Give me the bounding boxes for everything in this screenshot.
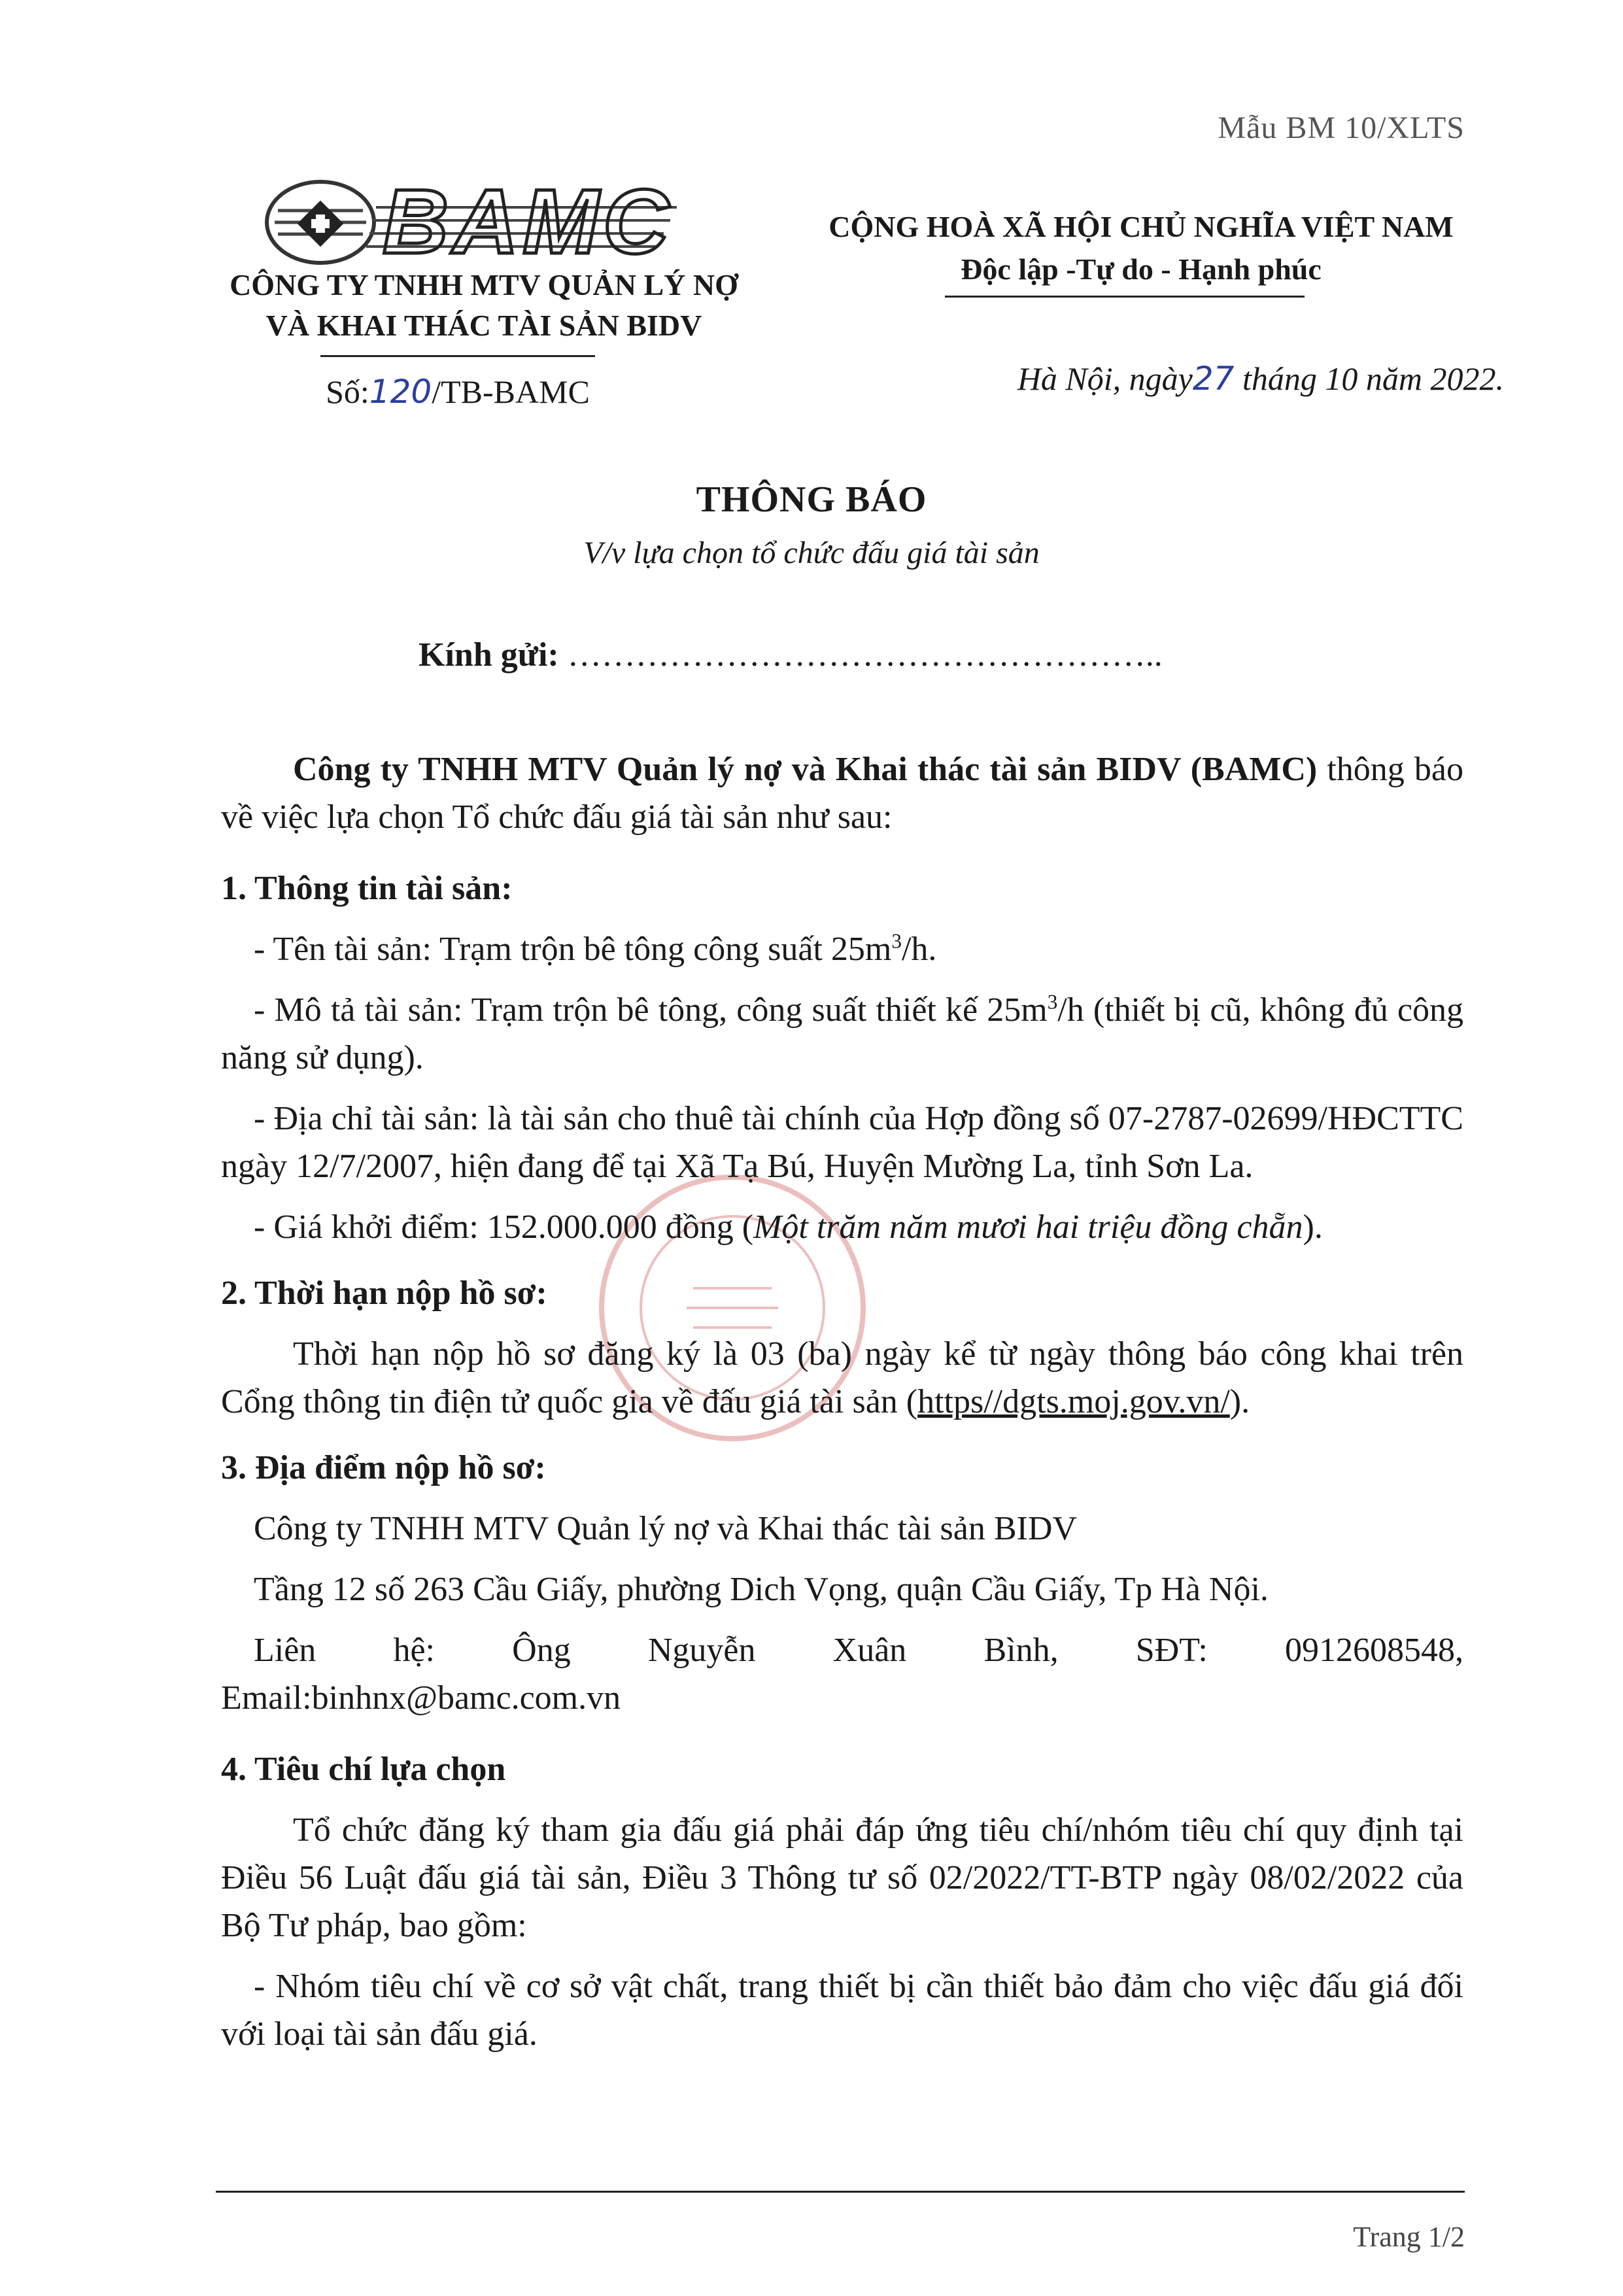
doc-number-suffix: /TB-BAMC bbox=[432, 373, 590, 410]
logo-wordmark: BAMC bbox=[383, 171, 673, 273]
starting-price bbox=[221, 1203, 1463, 1251]
national-motto: Độc lập -Tự do - Hạnh phúc bbox=[961, 252, 1322, 286]
document-subtitle: V/v lựa chọn tổ chức đấu giá tài sản bbox=[583, 536, 1040, 570]
page-number: Trang 1/2 bbox=[1353, 2221, 1465, 2253]
document-number bbox=[262, 373, 654, 411]
company-name bbox=[157, 265, 811, 346]
contact-word: Nguyễn bbox=[647, 1632, 756, 1669]
section-3-heading: 3. Địa điểm nộp hồ sơ: bbox=[221, 1449, 546, 1486]
contact-word: Liên bbox=[254, 1632, 316, 1669]
criterion-facilities: - Nhóm tiêu chí về cơ sở vật chất, trang thiết bị cần thiết bảo đảm cho việc đấu giá đối với loại tài sản đấu giá. bbox=[221, 1968, 1463, 2053]
asset-address: - Địa chỉ tài sản: là tài sản cho thuê tài chính của Hợp đồng số 07-2787-02699/HĐCTTC ngày 12/7/2007, hiện đang để tại Xã Tạ Bú, Huyện Mường La, tỉnh Sơn La. bbox=[221, 1100, 1463, 1185]
document-title: THÔNG BÁO bbox=[696, 479, 927, 520]
document-body bbox=[221, 745, 1463, 2058]
section-4-heading: 4. Tiêu chí lựa chọn bbox=[221, 1751, 506, 1788]
asset-desc-rest: /h (thiết bị cũ, không đủ công năng sử dụng). bbox=[221, 991, 1463, 1076]
doc-number-prefix: Số: bbox=[326, 373, 369, 410]
price-close: ). bbox=[1303, 1208, 1323, 1246]
company-line-1: CÔNG TY TNHH MTV QUẢN LÝ NỢ bbox=[230, 268, 738, 301]
asset-name-sup: 3 bbox=[891, 929, 902, 953]
issue-date bbox=[915, 360, 1504, 398]
contact-word: hệ: bbox=[393, 1632, 435, 1669]
submission-address: Tầng 12 số 263 Cầu Giấy, phường Dich Vọng, quận Cầu Giấy, Tp Hà Nội. bbox=[254, 1571, 1269, 1608]
asset-name-unit: /h. bbox=[901, 931, 937, 968]
asset-description bbox=[221, 986, 1463, 1082]
contact-email: Email:binhnx@bamc.com.vn bbox=[221, 1679, 621, 1717]
date-suffix: tháng 10 năm 2022. bbox=[1242, 360, 1504, 397]
section-1-heading: 1. Thông tin tài sản: bbox=[221, 870, 513, 907]
contact-word: Ông bbox=[512, 1632, 571, 1669]
contact-phone: 0912608548, bbox=[1285, 1632, 1463, 1669]
asset-desc-sup: 3 bbox=[1047, 990, 1058, 1014]
deadline-close: ). bbox=[1229, 1383, 1250, 1420]
contact-word: SĐT: bbox=[1135, 1632, 1208, 1669]
intro-paragraph bbox=[221, 745, 1463, 841]
recipient-dots: …………………………………………….. bbox=[567, 636, 1163, 674]
section-2-heading: 2. Thời hạn nộp hồ sơ: bbox=[221, 1275, 547, 1312]
recipient-line bbox=[419, 636, 1334, 674]
logo-emblem-icon bbox=[267, 182, 374, 263]
date-day-handwritten: 27 bbox=[1192, 360, 1235, 398]
bamc-logo bbox=[258, 171, 690, 276]
company-divider bbox=[320, 355, 595, 357]
asset-desc-text: - Mô tả tài sản: Trạm trộn bê tông, công suất thiết kế 25m bbox=[254, 991, 1048, 1029]
dgts-link[interactable]: https//dgts.moj.gov.vn/ bbox=[917, 1383, 1230, 1420]
motto-divider bbox=[945, 296, 1305, 298]
doc-number-handwritten: 120 bbox=[369, 373, 432, 411]
intro-bold: Công ty TNHH MTV Quản lý nợ và Khai thác tài sản BIDV (BAMC) bbox=[293, 751, 1318, 788]
recipient-label: Kính gửi: bbox=[419, 636, 559, 674]
asset-name-text: - Tên tài sản: Trạm trộn bê tông công suất 25m bbox=[254, 931, 892, 968]
date-prefix: Hà Nội, ngày bbox=[1017, 360, 1193, 397]
company-line-2: VÀ KHAI THÁC TÀI SẢN BIDV bbox=[265, 309, 702, 342]
price-in-words: Một trăm năm mươi hai triệu đồng chẵn bbox=[753, 1208, 1303, 1246]
footer-divider bbox=[216, 2191, 1465, 2193]
submission-company: Công ty TNHH MTV Quản lý nợ và Khai thác tài sản BIDV bbox=[254, 1510, 1077, 1547]
criteria-paragraph: Tổ chức đăng ký tham gia đấu giá phải đáp ứng tiêu chí/nhóm tiêu chí quy định tại Điều 56 Luật đấu giá tài sản, Điều 3 Thông tư số 02/2022/TT-BTP ngày 08/02/2022 của Bộ Tư pháp, bao gồm: bbox=[221, 1811, 1463, 1944]
contact-line bbox=[221, 1626, 1463, 1674]
contact-word: Xuân bbox=[832, 1632, 907, 1669]
intro-rest: thông báo về việc lựa chọn Tổ chức đấu giá tài sản như sau: bbox=[221, 751, 1463, 836]
deadline-paragraph bbox=[221, 1330, 1463, 1426]
republic-title: CỘNG HOÀ XÃ HỘI CHỦ NGHĨA VIỆT NAM bbox=[829, 210, 1454, 243]
asset-name bbox=[221, 925, 1463, 973]
form-code: Mẫu BM 10/XLTS bbox=[1218, 111, 1465, 145]
deadline-text: Thời hạn nộp hồ sơ đăng ký là 03 (ba) ngày kể từ ngày thông báo công khai trên Cổng thông tin điện tử quốc gia về đấu giá tài sản ( bbox=[221, 1335, 1463, 1420]
price-text: - Giá khởi điểm: 152.000.000 đồng ( bbox=[254, 1208, 754, 1246]
contact-word: Bình, bbox=[983, 1632, 1059, 1669]
